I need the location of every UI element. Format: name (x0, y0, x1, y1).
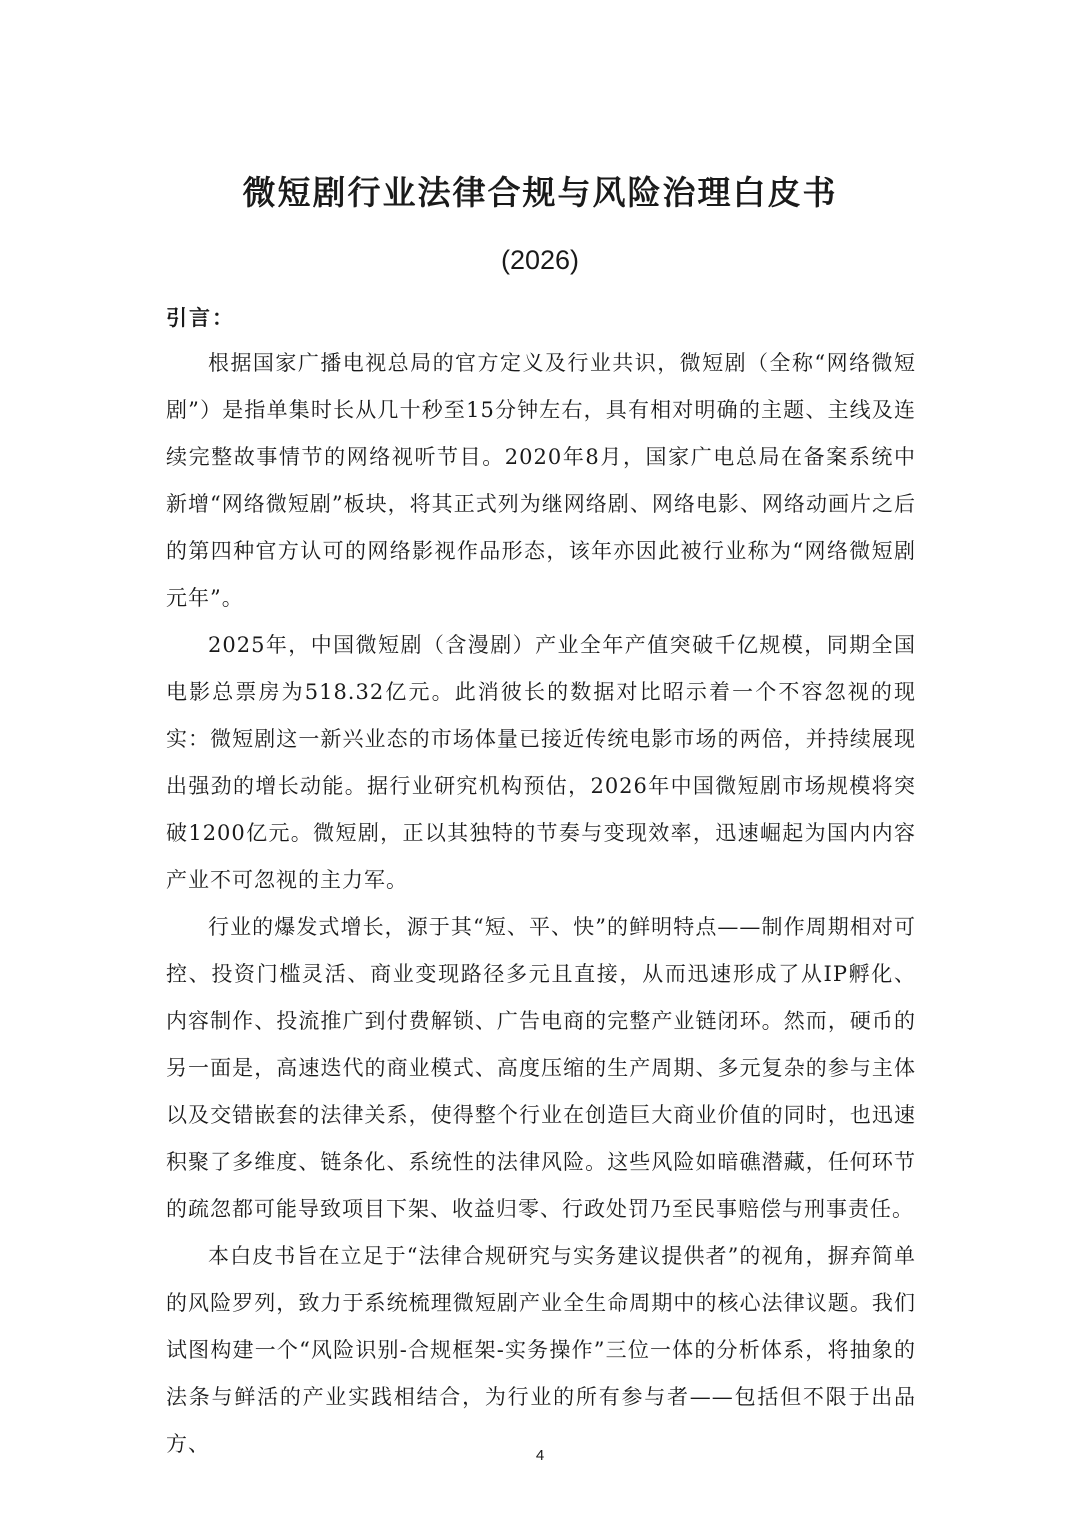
document-body (166, 296, 916, 1468)
document-subtitle: (2026) (500, 245, 580, 275)
paragraph-market-size: 2025年，中国微短剧（含漫剧）产业全年产值突破千亿规模，同期全国电影总票房为518.32亿元。此消彼长的数据对比昭示着一个不容忽视的现实：微短剧这一新兴业态的市场体量已接近传统电影市场的两倍，并持续展现出强劲的增长动能。据行业研究机构预估，2026年中国微短剧市场规模将突破1200亿元。微短剧，正以其独特的节奏与变现效率，迅速崛起为国内内容产业不可忽视的主力军。 (166, 633, 916, 892)
section-label-introduction: 引言： (166, 305, 235, 330)
paragraph-whitepaper-purpose: 本白皮书旨在立足于“法律合规研究与实务建议提供者”的视角，摒弃简单的风险罗列，致力于系统梳理微短剧产业全生命周期中的核心法律议题。我们试图构建一个“风险识别-合规框架-实务操作”三位一体的分析体系，将抽象的法条与鲜活的产业实践相结合，为行业的所有参与者——包括但不限于出品方、 (166, 1244, 916, 1456)
paragraph-growth-risks: 行业的爆发式增长，源于其“短、平、快”的鲜明特点——制作周期相对可控、投资门槛灵活、商业变现路径多元且直接，从而迅速形成了从IP孵化、内容制作、投流推广到付费解锁、广告电商的完整产业链闭环。然而，硬币的另一面是，高速迭代的商业模式、高度压缩的生产周期、多元复杂的参与主体以及交错嵌套的法律关系，使得整个行业在创造巨大商业价值的同时，也迅速积聚了多维度、链条化、系统性的法律风险。这些风险如暗礁潜藏，任何环节的疏忽都可能导致项目下架、收益归零、行政处罚乃至民事赔偿与刑事责任。 (166, 915, 916, 1221)
paragraph-definition: 根据国家广播电视总局的官方定义及行业共识，微短剧（全称“网络微短剧”）是指单集时长从几十秒至15分钟左右，具有相对明确的主题、主线及连续完整故事情节的网络视听节目。2020年8月，国家广电总局在备案系统中新增“网络微短剧”板块，将其正式列为继网络剧、网络电影、网络动画片之后的第四种官方认可的网络影视作品形态，该年亦因此被行业称为“网络微短剧元年”。 (166, 351, 916, 610)
document-title: 微短剧行业法律合规与风险治理白皮书 (242, 173, 838, 212)
page-number: 4 (535, 1447, 545, 1464)
